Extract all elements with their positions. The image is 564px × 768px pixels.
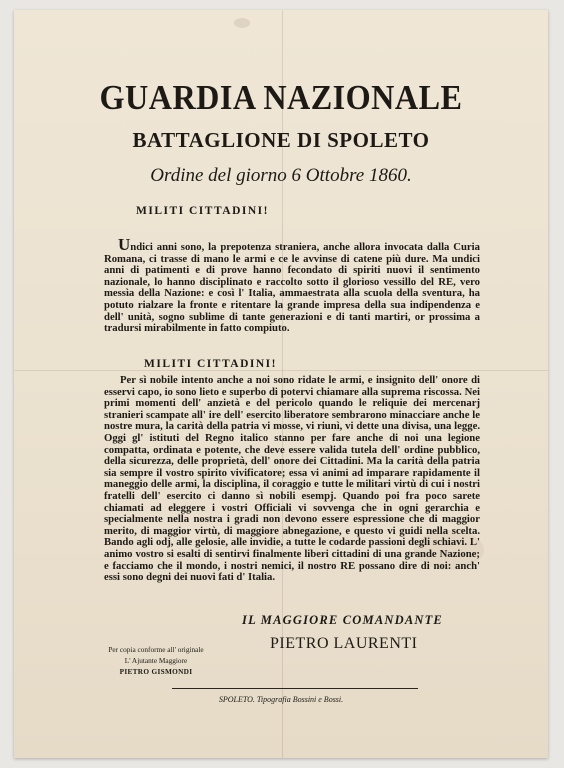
greeting-heading-1: MILITI CITTADINI! [136, 205, 269, 217]
printer-imprint: SPOLETO. Tipografia Bossini e Bossi. [218, 695, 344, 704]
copy-line-1: Per copia conforme all' originale [108, 645, 204, 654]
poster-title: GUARDIA NAZIONALE [99, 78, 463, 117]
order-of-day: Ordine del giorno 6 Ottobre 1860. [150, 165, 412, 186]
paragraph-2: Per sì nobile intento anche a noi sono ridate le armi, e insignito dell' onore di esservi capo, io sono lieto e superbo di potervi chiamare alla suprema riscossa. Nei primi momenti dell' anzietà e del pericolo quando le reliquie dei mercenarj stranieri scampate all' ire dell' esercito liberatore sembrarono minacciare anche le nostre mura, la carità della patria vi mosse, vi riunì, vi dette una divisa, una legge. Oggi gl' istituti del Regno italico stanno per fare anche di noi una legione compatta, ordinata e potente, che deve essere valida tutela dell' ordine pubblico, della sicurezza, delle proprietà, dell' onore dei Cittadini. Ma la carità della patria sia sempre il vostro spirito vivificatore; essa vi animi ad imparare rapidamente il maneggio delle armi, la disciplina, il coraggio e tutte le militari virtù di cui i nostri fratelli dell' esercito ci danno sì nobili esempj. Quando poi fra poco sarete chiamati ad eleggere i vostri Officiali vi sovvenga che in ogni gerarchia e specialmente nella nostra i gradi non devono essere espressione che di maggior merito, di maggior virtù, di maggiore abnegazione, e questo vi guidi nella scelta. Bando agli odj, alle gelosie, alle invidie, a tutte le codarde passioni degli schiavi. L' animo vostro si esalti di sentirvi finalmente liberi cittadini di una grande Nazione; e facciamo che il mondo, i nostri nemici, il nostro RE possano dire di noi: anch' essi sono degni dei nuovi fati d' Italia. [104, 374, 480, 584]
copy-line-2: L' Ajutante Maggiore [124, 656, 188, 665]
greeting-heading-2: MILITI CITTADINI! [144, 358, 277, 370]
fold-line-horizontal [14, 370, 548, 371]
paper-stain [234, 18, 250, 28]
signature-name: PIETRO LAURENTI [270, 635, 418, 652]
poster-sheet [14, 10, 548, 758]
copy-certification [91, 644, 221, 677]
divider-rule [172, 688, 418, 689]
copy-line-3: PIETRO GISMONDI [119, 667, 193, 676]
paragraph-1: Undici anni sono, la prepotenza straniera, anche allora invocata dalla Curia Romana, ci trasse di mano le armi e ce le avvinse di catene più dure. Ma undici anni di patimenti e di prove hanno fecondato di spiriti nuovi il sentimento nazionale, lo hanno disciplinato e raccolto sotto il glorioso vessillo del RE, vero messìa della Nazione: e così l' Italia, ammaestrata alla scuola della sventura, ha potuto rialzare la fronte e ritentare la grande impresa della sua indipendenza e dell' unità, sogno sublime di tante generazioni e di tanti martiri, or prossima a tradursi mirabilmente in fatto compiuto. [104, 235, 480, 335]
poster-subtitle: BATTAGLIONE DI SPOLETO [132, 128, 430, 152]
signature-title: IL MAGGIORE COMANDANTE [242, 613, 443, 627]
